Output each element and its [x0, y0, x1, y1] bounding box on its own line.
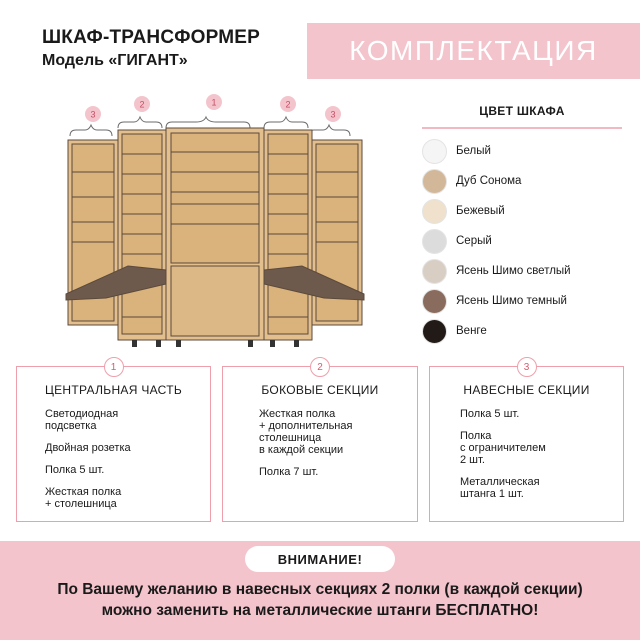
color-option-wenge — [422, 318, 640, 344]
color-option-white — [422, 138, 640, 164]
section-title: НАВЕСНЫЕ СЕКЦИИ — [463, 383, 590, 397]
marker-3-left — [85, 106, 101, 122]
section-item: Металлическая штанга 1 шт. — [460, 476, 540, 500]
brace-3-left — [70, 125, 112, 136]
color-label: Венге — [456, 325, 487, 337]
color-divider — [422, 127, 622, 129]
section-item: Полка 5 шт. — [460, 408, 520, 420]
color-label: Бежевый — [456, 205, 505, 217]
marker-2-right-label: 2 — [285, 99, 291, 110]
section-number-badge: 3 — [517, 357, 537, 377]
central-section — [166, 128, 264, 340]
right-side-section — [264, 130, 312, 340]
marker-2-left-label: 2 — [139, 99, 145, 110]
section-items — [460, 408, 613, 510]
brace-3-right — [308, 125, 350, 136]
left-side-section — [118, 130, 166, 340]
color-swatch — [422, 259, 447, 284]
color-label: Серый — [456, 235, 492, 247]
wardrobe-illustration — [58, 92, 368, 350]
color-swatch — [422, 139, 447, 164]
section-card-side — [222, 361, 418, 522]
notice-label: ВНИМАНИЕ! — [245, 546, 395, 572]
product-title: ШКАФ-ТРАНСФОРМЕР — [42, 27, 261, 48]
color-option-ash-dark — [422, 288, 640, 314]
color-swatch — [422, 169, 447, 194]
section-card-central — [16, 361, 211, 522]
wardrobe-feet — [132, 340, 299, 347]
color-option-ash-light — [422, 258, 640, 284]
section-item: Светодиодная подсветка — [45, 408, 119, 432]
section-item: Жесткая полка + дополнительная столешница в каждой секции — [259, 408, 353, 456]
section-title: БОКОВЫЕ СЕКЦИИ — [261, 383, 379, 397]
marker-1 — [206, 94, 222, 110]
color-label: Дуб Сонома — [456, 175, 522, 187]
section-number-badge: 2 — [310, 357, 330, 377]
color-swatch — [422, 229, 447, 254]
marker-2-right — [280, 96, 296, 112]
section-items — [259, 408, 407, 488]
color-label: Ясень Шимо светлый — [456, 265, 571, 277]
marker-3-right — [325, 106, 341, 122]
configuration-banner — [307, 23, 640, 79]
brace-2-left — [118, 117, 162, 128]
section-item: Двойная розетка — [45, 442, 131, 454]
section-title: ЦЕНТРАЛЬНАЯ ЧАСТЬ — [44, 383, 183, 397]
section-item: Жесткая полка + столешница — [45, 486, 122, 510]
color-option-beige — [422, 198, 640, 224]
section-number-badge: 1 — [104, 357, 124, 377]
section-card-hanging — [429, 361, 624, 522]
color-swatch — [422, 319, 447, 344]
marker-3-left-label: 3 — [90, 109, 96, 120]
notice-text: По Вашему желанию в навесных секциях 2 полки (в каждой секции) можно заменить на металлические штанги БЕСПЛАТНО! — [57, 581, 583, 619]
color-option-sonoma-oak — [422, 168, 640, 194]
color-option-gray — [422, 228, 640, 254]
brace-2-right — [264, 117, 308, 128]
color-swatch — [422, 289, 447, 314]
banner-title: КОМПЛЕКТАЦИЯ — [349, 35, 598, 66]
section-items — [45, 408, 200, 520]
section-item: Полка 7 шт. — [259, 466, 319, 478]
color-label: Белый — [456, 145, 491, 157]
color-label: Ясень Шимо темный — [456, 295, 567, 307]
marker-3-right-label: 3 — [330, 109, 336, 120]
notice-panel — [0, 541, 640, 640]
section-markers — [85, 94, 341, 122]
color-header: ЦВЕТ ШКАФА — [479, 104, 565, 118]
product-model: Модель «ГИГАНТ» — [42, 52, 188, 69]
brace-1 — [166, 117, 250, 128]
marker-2-left — [134, 96, 150, 112]
marker-1-label: 1 — [211, 97, 217, 108]
section-item: Полка с ограничителем 2 шт. — [460, 430, 546, 466]
color-swatch — [422, 199, 447, 224]
section-item: Полка 5 шт. — [45, 464, 105, 476]
